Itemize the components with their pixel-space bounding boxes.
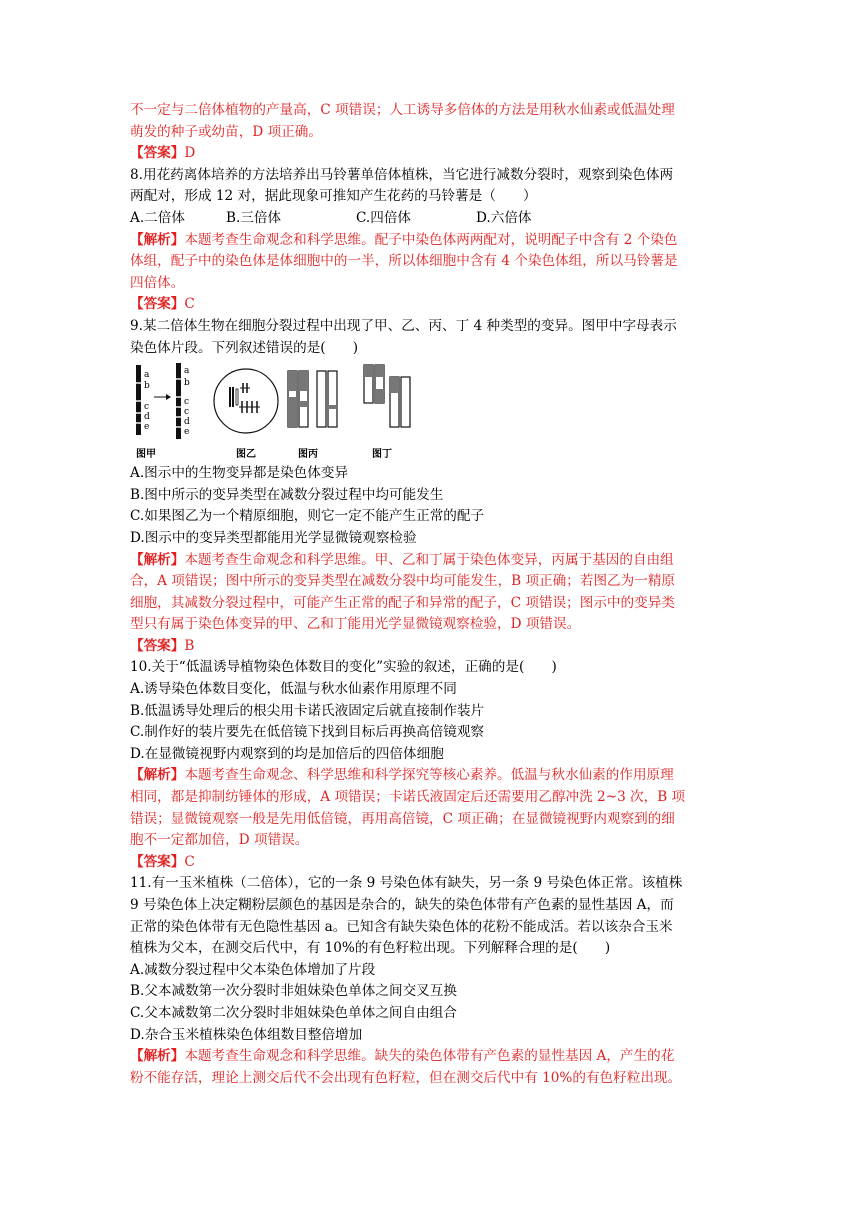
answer-tag: 【答案】	[130, 637, 185, 654]
prev-answer	[130, 143, 730, 165]
figure-yi	[214, 369, 278, 460]
jia-left-label-c: c	[144, 402, 150, 413]
q11-option-d: D.杂合玉米植株染色体组数目整倍增加	[130, 1026, 363, 1043]
q10-analysis: 胞不一定都加倍，D 项错误。	[130, 832, 309, 849]
q11-option-b: B.父本减数第一次分裂时非姐妹染色单体之间交叉互换	[130, 983, 457, 1000]
q11-stem: 植株为父本，在测交后代中，有 10%的有色籽粒出现。下列解释合理的是( )	[130, 940, 611, 957]
q9-analysis: 型只有属于染色体变异的甲、乙和丁能用光学显微镜观察检验，D 项错误。	[130, 616, 581, 633]
q11-option-c: C.父本减数第二次分裂时非姐妹染色单体之间自由组合	[130, 1004, 457, 1021]
q8-option-d: D.六倍体	[476, 209, 532, 226]
q8-answer	[130, 294, 730, 316]
q9-figure	[130, 361, 730, 461]
q10-option-d: D.在显微镜视野内观察到的均是加倍后的四倍体细胞	[130, 745, 444, 762]
jia-chromosome-left	[136, 365, 141, 435]
figure-bing	[288, 371, 337, 460]
jia-left-label-e: e	[144, 422, 150, 433]
q9-option-c: C.如果图乙为一个精原细胞，则它一定不能产生正常的配子	[130, 508, 485, 525]
q8-stem: 两配对，形成 12 对，据此现象可推知产生花药的马铃薯是（ ）	[130, 188, 537, 205]
q10-option-c: C.制作好的装片要先在低倍镜下找到目标后再换高倍镜观察	[130, 724, 485, 741]
q9-analysis: 【解析】本题考查生命观念和科学思维。甲、乙和丁属于染色体变异，丙属于基因的自由组	[130, 551, 674, 568]
q11-stem: 11.有一玉米植株（二倍体），它的一条 9 号染色体有缺失，另一条 9 号染色体正常。该植株	[130, 875, 683, 892]
analysis-tag: 【解析】	[130, 767, 185, 784]
jia-right-label-c: c	[184, 397, 190, 408]
jia-left-label-b: b	[144, 381, 150, 392]
q8-analysis: 四倍体。	[130, 274, 185, 291]
q10-analysis: 【解析】本题考查生命观念、科学思维和科学探究等核心素养。低温与秋水仙素的作用原理	[130, 767, 674, 784]
figure-label-ding: 图丁	[372, 449, 392, 461]
figure-ding	[364, 365, 410, 460]
figure-jia	[136, 363, 190, 460]
q9-analysis: 合，A 项错误；图中所示的变异类型在减数分裂中均可能发生，B 项正确；若图乙为一精原	[130, 573, 676, 590]
answer-tag: 【答案】	[130, 145, 185, 162]
q10-answer	[130, 852, 730, 874]
answer-tag: 【答案】	[130, 296, 185, 313]
analysis-tag: 【解析】	[130, 231, 185, 248]
prev-analysis-line: 不一定与二倍体植物的产量高，C 项错误；人工诱导多倍体的方法是用秋水仙素或低温处理	[130, 102, 675, 118]
q11-analysis: 粉不能存活，理论上测交后代不会出现有色籽粒，但在测交后代中有 10%的有色籽粒出现。	[130, 1069, 682, 1086]
q10-analysis: 错误；显微镜观察一般是先用低倍镜，再用高倍镜，C 项正确；在显微镜视野内观察到的细	[130, 810, 675, 827]
chromosome-variation-figure	[130, 361, 730, 461]
answer-value: D	[184, 145, 196, 162]
q11-option-a: A.减数分裂过程中父本染色体增加了片段	[130, 961, 376, 978]
q9-analysis: 细胞，其减数分裂过程中，可能产生正常的配子和异常的配子，C 项错误；图示中的变异类	[130, 594, 675, 611]
q11-analysis: 【解析】本题考查生命观念和科学思维。缺失的染色体带有产色素的显性基因 A，产生的花	[130, 1048, 675, 1065]
figure-label-bing: 图丙	[298, 449, 318, 461]
jia-right-label-a: a	[184, 366, 190, 377]
q8-option-c: C.四倍体	[356, 209, 412, 226]
q9-stem: 染色体片段。下列叙述错误的是( )	[130, 339, 359, 356]
q9-option-a: A.图示中的生物变异都是染色体变异	[130, 465, 349, 482]
q9-answer	[130, 636, 730, 658]
q11-stem: 9 号染色体上决定糊粉层颜色的基因是杂合的，缺失的染色体带有产色素的显性基因 A，而	[130, 897, 674, 913]
q8-analysis: 体组，配子中的染色体是体细胞中的一半，所以体细胞中含有 4 个染色体组，所以马铃薯是	[130, 253, 678, 270]
q10-option-a: A.诱导染色体数目变化，低温与秋水仙素作用原理不同	[130, 681, 457, 698]
q9-option-b: B.图中所示的变异类型在减数分裂过程中均可能发生	[130, 486, 444, 503]
figure-label-yi: 图乙	[236, 449, 256, 461]
answer-tag: 【答案】	[130, 853, 185, 870]
q9-option-d: D.图示中的变异类型都能用光学显微镜观察检验	[130, 529, 417, 546]
jia-right-label-e: e	[184, 427, 190, 438]
q8-analysis: 【解析】本题考查生命观念和科学思维。配子中染色体两两配对，说明配子中含有 2 个染色	[130, 231, 678, 248]
q9-stem: 9.某二倍体生物在细胞分裂过程中出现了甲、乙、丙、丁 4 种类型的变异。图甲中字母表示	[130, 317, 677, 334]
q8-options	[130, 208, 730, 230]
q11-stem: 正常的染色体带有无色隐性基因 a。已知含有缺失染色体的花粉不能成活。若以该杂合玉米	[130, 918, 673, 935]
jia-right-label-b: b	[184, 378, 190, 389]
q8-option-a: A.二倍体	[130, 209, 185, 226]
document-page	[130, 100, 730, 1089]
jia-right-label-d: d	[184, 417, 190, 428]
q10-stem: 10.关于“低温诱导植物染色体数目的变化”实验的叙述，正确的是( )	[130, 659, 557, 676]
jia-left-label-a: a	[144, 370, 150, 381]
analysis-tag: 【解析】	[130, 1048, 185, 1065]
answer-value: C	[184, 296, 195, 313]
answer-value: B	[184, 637, 195, 654]
q10-analysis: 相同，都是抑制纺锤体的形成，A 项错误；卡诺氏液固定后还需要用乙醇冲洗 2~3 次，B 项	[130, 789, 686, 806]
q8-stem: 8.用花药离体培养的方法培养出马铃薯单倍体植株，当它进行减数分裂时，观察到染色体两	[130, 166, 674, 183]
q10-option-b: B.低温诱导处理后的根尖用卡诺氏液固定后就直接制作装片	[130, 702, 485, 719]
figure-label-jia: 图甲	[136, 449, 156, 461]
analysis-tag: 【解析】	[130, 551, 185, 568]
answer-value: C	[184, 853, 195, 870]
cell-outline	[214, 369, 278, 433]
q8-option-b: B.三倍体	[226, 209, 282, 226]
jia-left-label-d: d	[144, 412, 150, 423]
prev-analysis-line: 萌发的种子或幼苗，D 项正确。	[130, 123, 322, 140]
jia-right-label-c2: c	[184, 407, 190, 418]
